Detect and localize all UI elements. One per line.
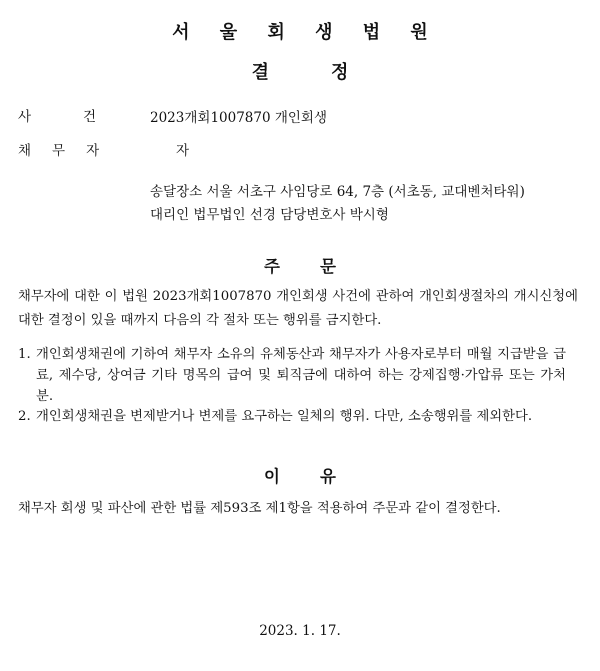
- order-heading: 주문: [264, 257, 376, 276]
- case-label: 사건: [18, 109, 149, 125]
- list-item-number: 2.: [18, 409, 31, 424]
- list-item: [18, 406, 578, 427]
- reason-heading: 이유: [264, 467, 376, 486]
- document-title: 결정: [251, 62, 411, 83]
- order-paragraph: 채무자에 대한 이 법원 2023개회1007870 개인회생 사건에 관하여 개인회생절차의 개시신청에 대한 결정이 있을 때까지 다음의 각 절차 또는 행위를 금지한다.: [18, 289, 578, 328]
- service-address: 송달장소 서울 서초구 사임당로 64, 7층 (서초동, 교대벤처타워): [150, 184, 525, 200]
- list-item-text: 개인회생채권에 기하여 채무자 소유의 유체동산과 채무자가 사용자로부터 매월 지급받을 급료, 제수당, 상여금 기타 명목의 급여 및 퇴직금에 대하여 하는 강제집행·가압류 또는 가처분.: [36, 347, 566, 404]
- list-item-text: 개인회생채권을 변제받거나 변제를 요구하는 일체의 행위. 다만, 소송행위를 제외한다.: [36, 409, 533, 424]
- court-name: 서 울 회 생 법 원: [172, 22, 440, 43]
- debtor-label: 채무자: [18, 143, 121, 159]
- case-number: 2023개회1007870 개인회생: [150, 110, 328, 126]
- decision-date: 2023. 1. 17.: [259, 623, 341, 639]
- legal-agent: 대리인 법무법인 선경 담당변호사 박시형: [150, 207, 389, 223]
- debtor-name: 자: [176, 143, 190, 159]
- list-item: [18, 344, 578, 407]
- list-item-number: 1.: [18, 347, 31, 362]
- reason-paragraph: 채무자 회생 및 파산에 관한 법률 제593조 제1항을 적용하여 주문과 같이 결정한다.: [18, 501, 501, 516]
